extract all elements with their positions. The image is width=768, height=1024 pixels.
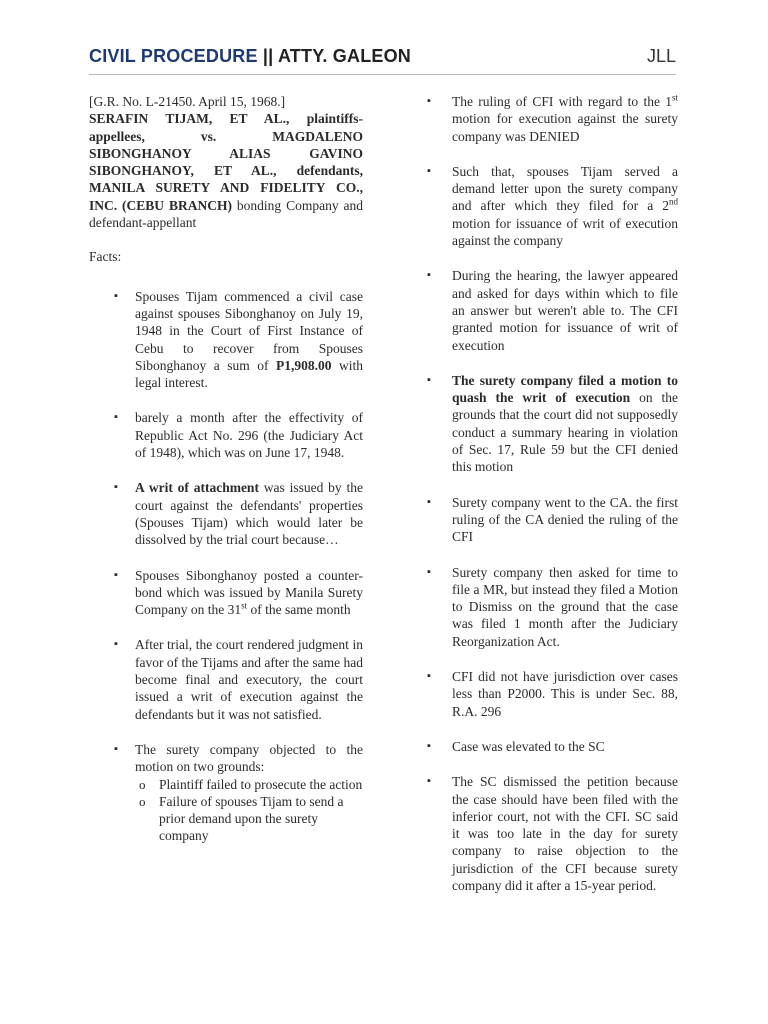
header-rule bbox=[89, 74, 676, 75]
fact-item: ▪ Surety company then asked for time to file a MR, but instead they filed a Motion to Dismiss on the ground that the case was filed 1 month after the Judiciary Reorganization Act. bbox=[427, 564, 678, 650]
fact-item: ▪ After trial, the court rendered judgment in favor of the Tijams and after the same had become final and executory, the court issued a writ of execution against the defendants but it was not satisfied. bbox=[89, 636, 363, 722]
fact-item: ▪ barely a month after the effectivity of Republic Act No. 296 (the Judiciary Act of 1948), which was on June 17, 1948. bbox=[89, 409, 363, 461]
page-header bbox=[89, 46, 676, 72]
case-parties-rest: bonding Company and defendant-appellant bbox=[89, 197, 363, 231]
facts-heading: Facts: bbox=[89, 249, 122, 265]
fact-item: ▪ Case was elevated to the SC bbox=[427, 738, 678, 755]
fact-item: ▪ Such that, spouses Tijam served a demand letter upon the surety company and after which they filed for a 2nd motion for issuance of writ of execution against the company bbox=[427, 163, 678, 249]
fact-item: ▪ Spouses Tijam commenced a civil case against spouses Sibonghanoy on July 19, 1948 in the Court of First Instance of Cebu to recover from Spouses Sibonghanoy a sum of P1,908.00 with legal interest. bbox=[89, 288, 363, 392]
fact-item: ▪ A writ of attachment was issued by the court against the defendants' properties (Spouses Tijam) which would later be dissolved by the trial court because… bbox=[89, 479, 363, 548]
facts-list-left bbox=[89, 288, 363, 845]
title-separator: || bbox=[262, 46, 274, 66]
professor-name: ATTY. GALEON bbox=[277, 46, 412, 66]
fact-item: ▪ The surety company objected to the motion on two grounds: o Plaintiff failed to prosecute the action o Failure of spouses Tijam to send a prior demand upon the surety company bbox=[89, 741, 363, 845]
subject-title: CIVIL PROCEDURE bbox=[89, 46, 258, 66]
fact-item: ▪ The SC dismissed the petition because the case should have been filed with the inferior court, not with the CFI. SC said it was too late in the day for surety company to raise objection to the jurisdiction of the CFI because surety company did it after a 15-year period. bbox=[427, 773, 678, 894]
ground-item: o Failure of spouses Tijam to send a prior demand upon the surety company bbox=[135, 793, 363, 845]
fact-item: ▪ Surety company went to the CA. the first ruling of the CA denied the ruling of the CFI bbox=[427, 494, 678, 546]
left-column bbox=[89, 93, 363, 863]
case-title bbox=[89, 93, 363, 231]
fact-item: ▪ CFI did not have jurisdiction over cases less than P2000. This is under Sec. 88, R.A. 296 bbox=[427, 668, 678, 720]
author-initials: JLL bbox=[646, 46, 676, 66]
fact-item: ▪ The ruling of CFI with regard to the 1st motion for execution against the surety company was DENIED bbox=[427, 93, 678, 145]
case-parties: SERAFIN TIJAM, ET AL., plaintiffs-appellees, vs. MAGDALENO SIBONGHANOY ALIAS GAVINO SIBONGHANOY, ET AL., defendants, MANILA SURETY AND FIDELITY CO., INC. (CEBU BRANCH) bbox=[89, 111, 363, 213]
right-column bbox=[427, 93, 678, 912]
facts-list-right bbox=[427, 93, 678, 894]
ground-item: o Plaintiff failed to prosecute the action bbox=[135, 776, 363, 793]
case-citation: [G.R. No. L-21450. April 15, 1968.] bbox=[89, 94, 286, 109]
grounds-list bbox=[135, 776, 363, 845]
fact-item: ▪ The surety company filed a motion to quash the writ of execution on the grounds that the court did not supposedly conduct a summary hearing in violation of Sec. 17, Rule 59 but the CFI denied this motion bbox=[427, 372, 678, 476]
fact-item: ▪ Spouses Sibonghanoy posted a counter-bond which was issued by Manila Surety Company on the 31st of the same month bbox=[89, 567, 363, 619]
fact-item: ▪ During the hearing, the lawyer appeared and asked for days within which to file an answer but weren't able to. The CFI granted motion for issuance of writ of execution bbox=[427, 267, 678, 353]
header-title bbox=[89, 46, 411, 67]
